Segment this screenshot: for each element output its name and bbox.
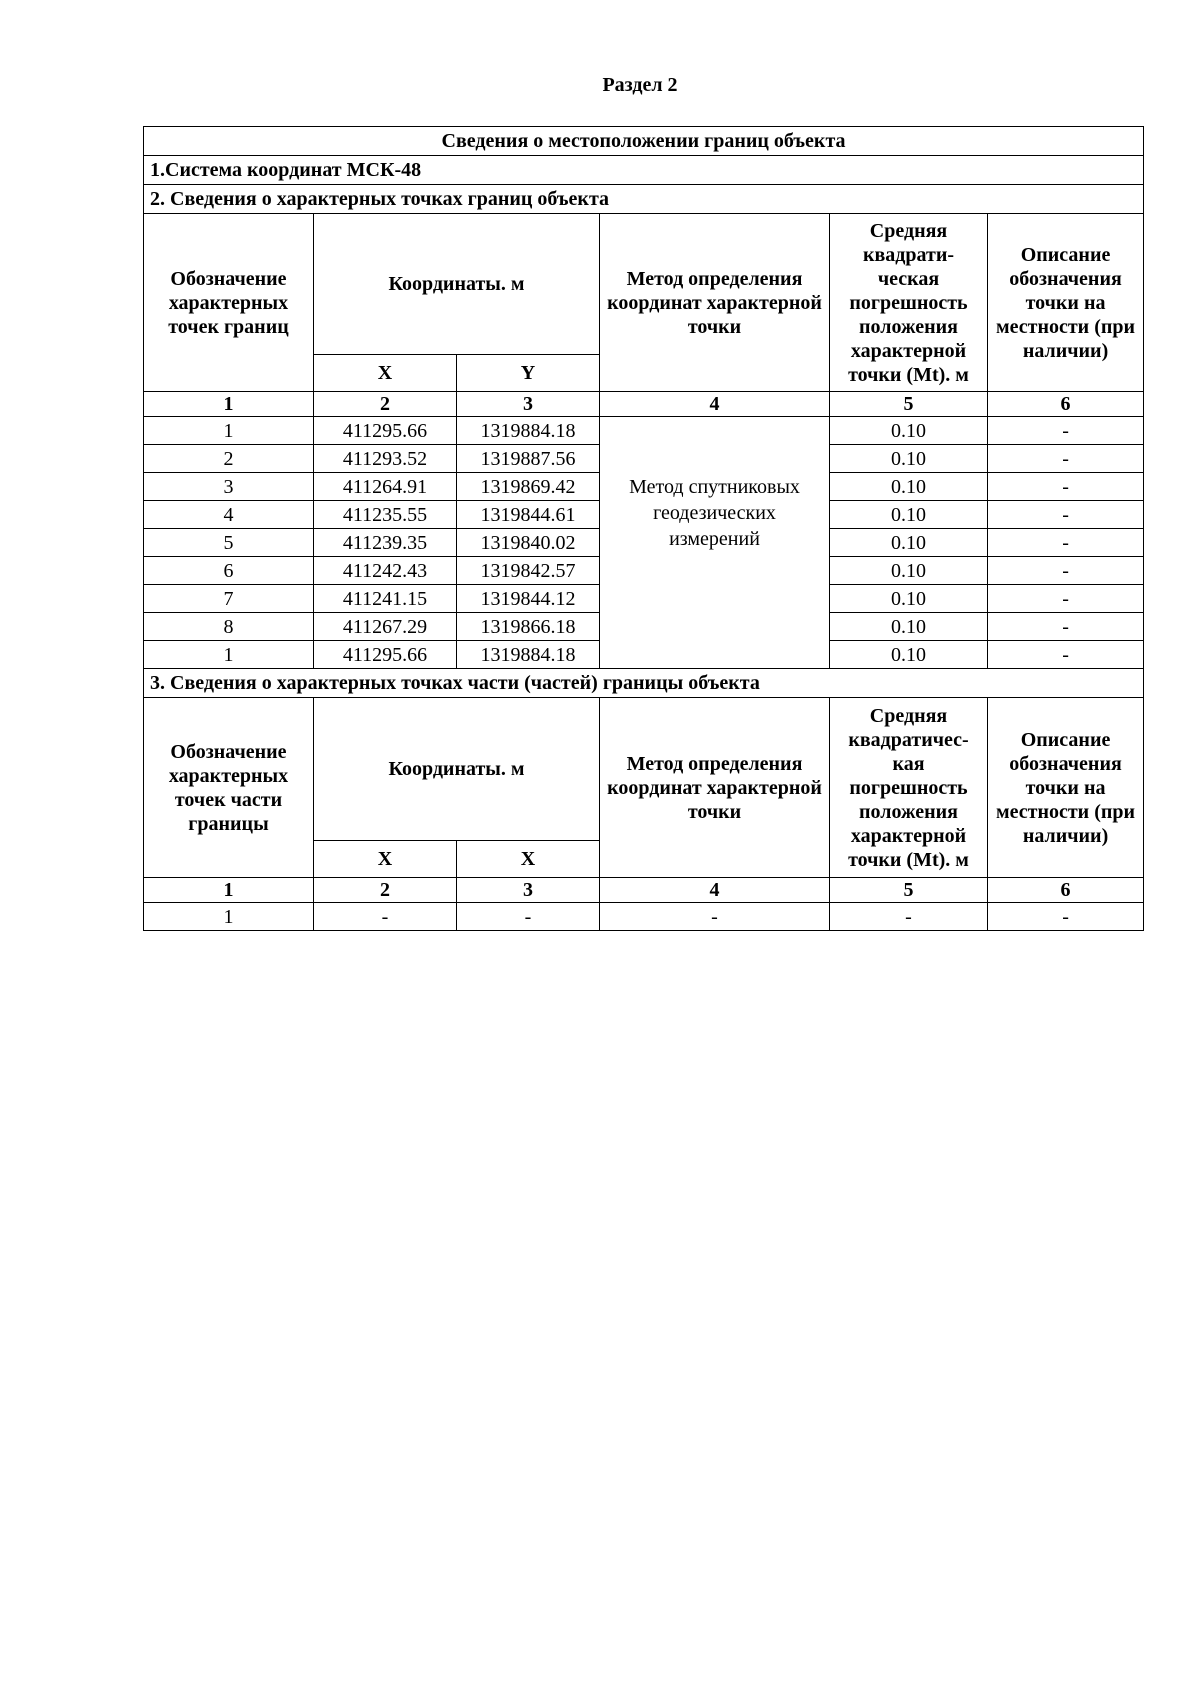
error-value: 0.10	[830, 529, 988, 557]
error-value: 0.10	[830, 613, 988, 641]
s2-colnum: 3	[457, 392, 600, 417]
s3-colnum: 3	[457, 878, 600, 903]
description-value: -	[988, 473, 1144, 501]
s3-colnum: 2	[314, 878, 457, 903]
s3-header-designation: Обозначение характерных точек части границы	[144, 698, 314, 878]
s2-colnum: 6	[988, 392, 1144, 417]
error-value: -	[830, 903, 988, 931]
s2-header-y: Y	[457, 355, 600, 392]
error-value: 0.10	[830, 641, 988, 669]
description-value: -	[988, 613, 1144, 641]
coord-x: 411295.66	[314, 641, 457, 669]
section3-title: 3. Сведения о характерных точках части (частей) границы объекта	[144, 669, 1144, 698]
description-value: -	[988, 417, 1144, 445]
coord-y: 1319840.02	[457, 529, 600, 557]
point-id: 7	[144, 585, 314, 613]
s2-header-method: Метод определения координат характерной точки	[600, 214, 830, 392]
point-id: 6	[144, 557, 314, 585]
coord-x: 411239.35	[314, 529, 457, 557]
description-value: -	[988, 903, 1144, 931]
coord-y: 1319884.18	[457, 417, 600, 445]
point-id: 1	[144, 417, 314, 445]
coord-x: 411235.55	[314, 501, 457, 529]
point-id: 8	[144, 613, 314, 641]
s3-colnum: 1	[144, 878, 314, 903]
s3-header-x: X	[314, 841, 457, 878]
point-id: 3	[144, 473, 314, 501]
coord-y: 1319884.18	[457, 641, 600, 669]
s3-header-error: Средняя квадратичес-кая погрешность положения характерной точки (Mt). м	[830, 698, 988, 878]
table-title: Сведения о местоположении границ объекта	[144, 127, 1144, 156]
description-value: -	[988, 501, 1144, 529]
coord-y: -	[457, 903, 600, 931]
s2-header-description: Описание обозначения точки на местности (при наличии)	[988, 214, 1144, 392]
method-value: Метод спутниковых геодезических измерений	[600, 417, 830, 669]
coord-x: -	[314, 903, 457, 931]
coord-x: 411267.29	[314, 613, 457, 641]
coord-x: 411241.15	[314, 585, 457, 613]
s2-colnum: 1	[144, 392, 314, 417]
coord-x: 411293.52	[314, 445, 457, 473]
s2-colnum: 4	[600, 392, 830, 417]
description-value: -	[988, 641, 1144, 669]
point-id: 2	[144, 445, 314, 473]
coordinate-system: 1.Система координат МСК-48	[144, 156, 1144, 185]
point-id: 1	[144, 641, 314, 669]
coord-x: 411264.91	[314, 473, 457, 501]
coord-x: 411295.66	[314, 417, 457, 445]
s2-header-coordinates: Координаты. м	[314, 214, 600, 355]
coord-y: 1319844.12	[457, 585, 600, 613]
point-id: 1	[144, 903, 314, 931]
s2-header-x: X	[314, 355, 457, 392]
coord-y: 1319887.56	[457, 445, 600, 473]
s3-header-coordinates: Координаты. м	[314, 698, 600, 841]
coord-x: 411242.43	[314, 557, 457, 585]
error-value: 0.10	[830, 585, 988, 613]
coord-y: 1319842.57	[457, 557, 600, 585]
error-value: 0.10	[830, 445, 988, 473]
error-value: 0.10	[830, 417, 988, 445]
section2-title: 2. Сведения о характерных точках границ объекта	[144, 185, 1144, 214]
s3-header-x2: X	[457, 841, 600, 878]
s3-colnum: 6	[988, 878, 1144, 903]
coord-y: 1319866.18	[457, 613, 600, 641]
description-value: -	[988, 529, 1144, 557]
error-value: 0.10	[830, 473, 988, 501]
page-heading: Раздел 2	[602, 74, 678, 96]
coord-y: 1319869.42	[457, 473, 600, 501]
table-row	[144, 417, 1144, 445]
boundary-table	[143, 126, 1144, 931]
method-value: -	[600, 903, 830, 931]
point-id: 4	[144, 501, 314, 529]
description-value: -	[988, 557, 1144, 585]
coord-y: 1319844.61	[457, 501, 600, 529]
s3-header-description: Описание обозначения точки на местности (при наличии)	[988, 698, 1144, 878]
description-value: -	[988, 585, 1144, 613]
table-row	[144, 903, 1144, 931]
s2-header-error: Средняя квадрати-ческая погрешность положения характерной точки (Mt). м	[830, 214, 988, 392]
error-value: 0.10	[830, 557, 988, 585]
s3-colnum: 5	[830, 878, 988, 903]
s2-colnum: 2	[314, 392, 457, 417]
error-value: 0.10	[830, 501, 988, 529]
point-id: 5	[144, 529, 314, 557]
s2-header-designation: Обозначение характерных точек границ	[144, 214, 314, 392]
s3-header-method: Метод определения координат характерной точки	[600, 698, 830, 878]
s2-colnum: 5	[830, 392, 988, 417]
s3-colnum: 4	[600, 878, 830, 903]
description-value: -	[988, 445, 1144, 473]
